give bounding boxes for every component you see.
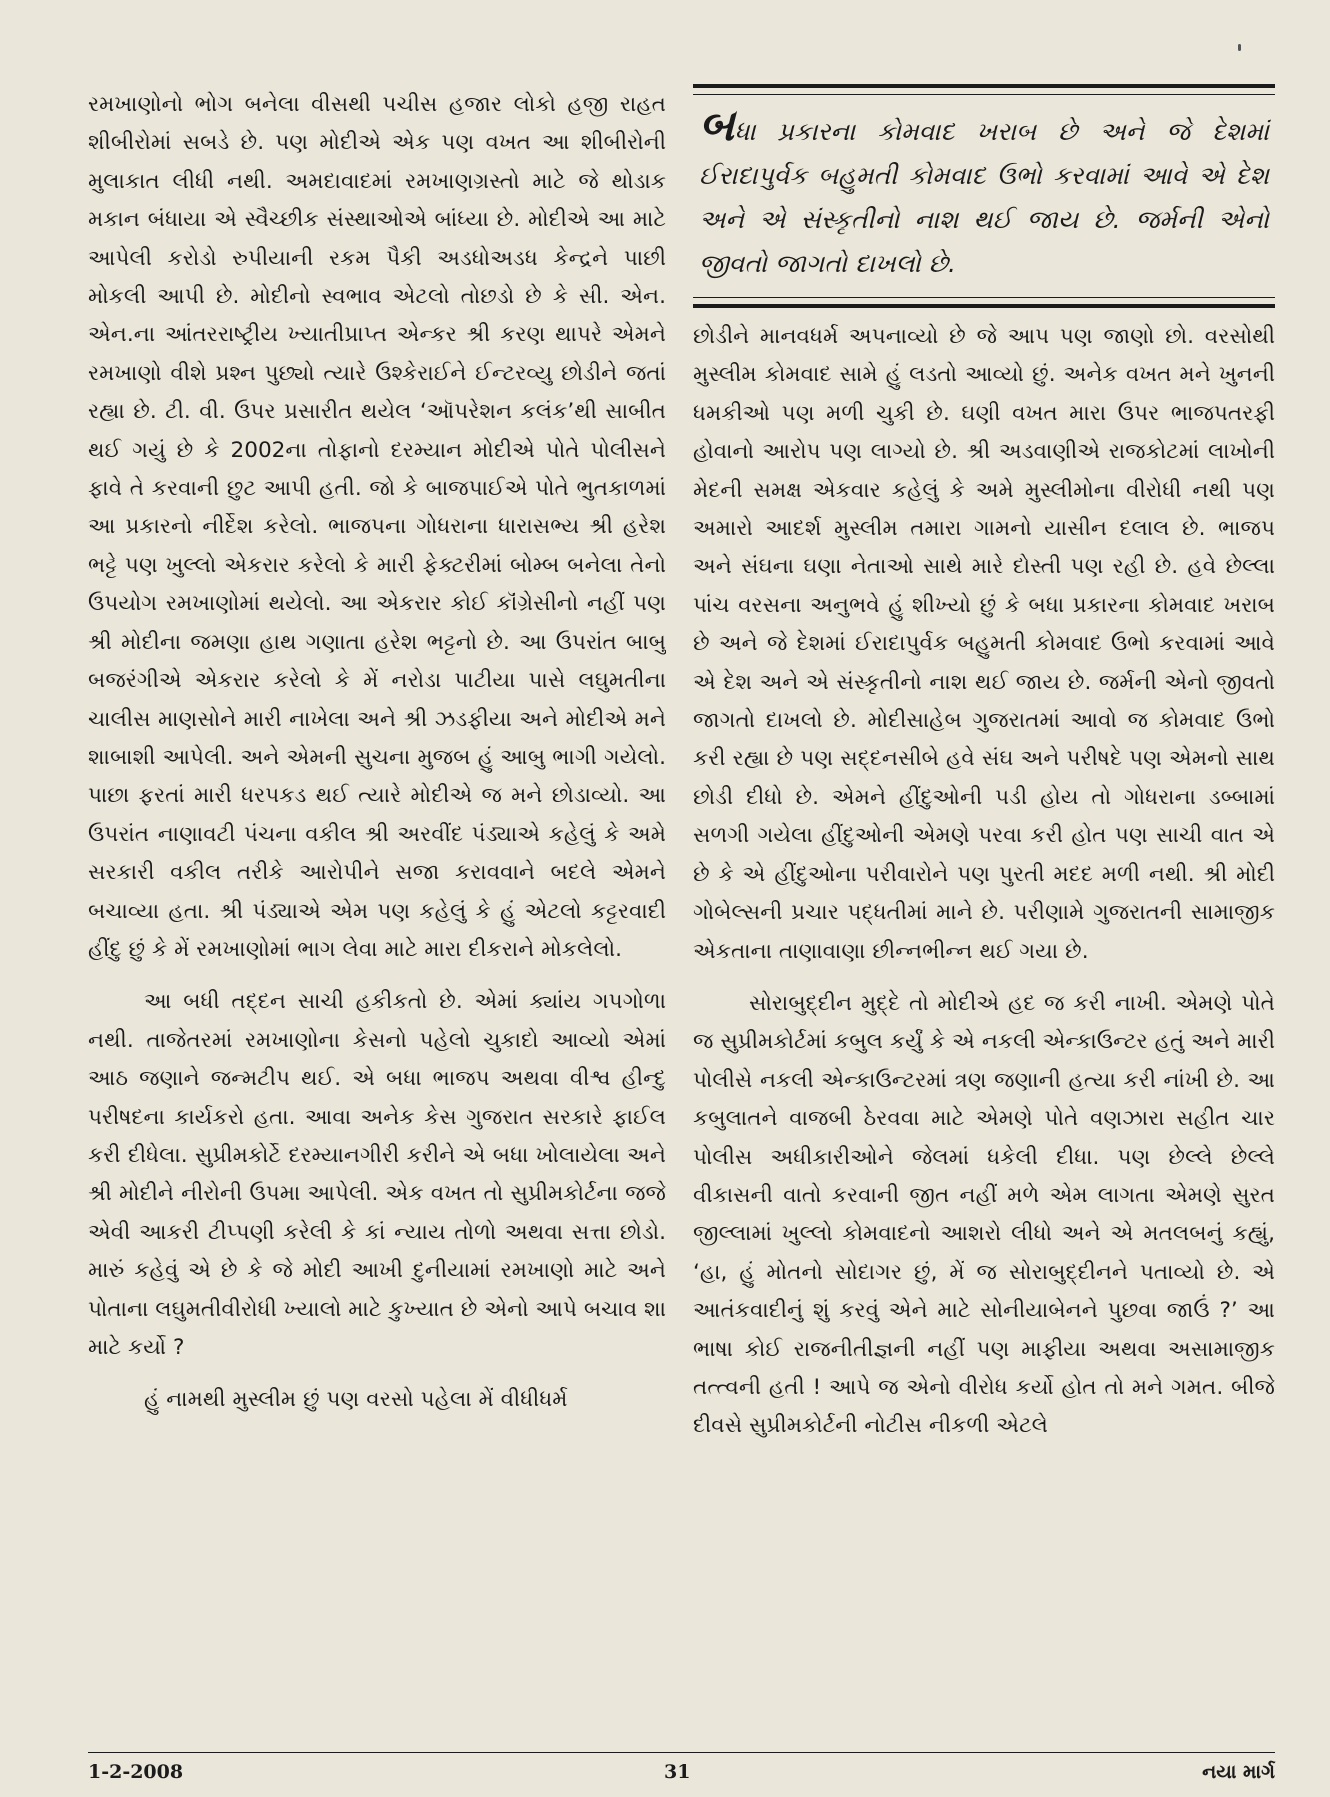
pull-quote	[693, 84, 1275, 308]
body-paragraph: આ બધી તદ્દન સાચી હકીકતો છે. એમાં ક્યાંય ગપગોળા નથી. તાજેતરમાં રમખાણોના કેસનો પહેલો ચુકાદો આવ્યો એમાં આઠ જણાને જન્મટીપ થઈ. એ બધા ભાજપ અથવા વીશ્વ હીન્દુ પરીષદના કાર્યકરો હતા. આવા અનેક કેસ ગુજરાત સરકારે ફાઈલ કરી દીધેલા. સુપ્રીમકોર્ટે દરમ્યાનગીરી કરીને એ બધા ખોલાયેલા અને શ્રી મોદીને નીરોની ઉપમા આપેલી. એક વખત તો સુપ્રીમકોર્ટના જજે એવી આકરી ટીપ્પણી કરેલી કે કાં ન્યાય તોળો અથવા સત્તા છોડો. મારું કહેવું એ છે કે જે મોદી આખી દુનીયામાં રમખાણો માટે અને પોતાના લઘુમતીવીરોધી ખ્યાલો માટે કુખ્યાત છે એનો આપે બચાવ શા માટે કર્યો ?	[88, 989, 666, 1360]
body-paragraph: છોડીને માનવધર્મ અપનાવ્યો છે જે આપ પણ જાણો છો. વરસોથી મુસ્લીમ કોમવાદ સામે હું લડતો આવ્યો છું. અનેક વખત મને ખુનની ધમકીઓ પણ મળી ચુકી છે. ઘણી વખત મારા ઉપર ભાજપતરફી હોવાનો આરોપ પણ લાગ્યો છે. શ્રી અડવાણીએ રાજકોટમાં લાખોની મેદની સમક્ષ એકવાર કહેલું કે અમે મુસ્લીમોના વીરોધી નથી પણ અમારો આદર્શ મુસ્લીમ તમારા ગામનો યાસીન દલાલ છે. ભાજપ અને સંઘના ઘણા નેતાઓ સાથે મારે દોસ્તી પણ રહી છે. હવે છેલ્લા પાંચ વરસના અનુભવે હું શીખ્યો છું કે બધા પ્રકારના કોમવાદ ખરાબ છે અને જે દેશમાં ઈરાદાપુર્વક બહુમતી કોમવાદ ઉભો કરવામાં આવે એ દેશ અને એ સંસ્કૃતીનો નાશ થઈ જાય છે. જર્મની એનો જીવતો જાગતો દાખલો છે. મોદીસાહેબ ગુજરાતમાં આવો જ કોમવાદ ઉભો કરી રહ્યા છે પણ સદ્દનસીબે હવે સંઘ અને પરીષદે પણ એમનો સાથ છોડી દીધો છે. એમને હીંદુઓની પડી હોય તો ગોધરાના ડબ્બામાં સળગી ગયેલા હીંદુઓની એમણે પરવા કરી હોત પણ સાચી વાત એ છે કે એ હીંદુઓના પરીવારોને પણ પુરતી મદદ મળી નથી. શ્રી મોદી ગોબેલ્સની પ્રચાર પદ્ધતીમાં માને છે. પરીણામે ગુજરાતની સામાજીક એકતાના તાણાવાણા છીન્નભીન્ન થઈ ગયા છે.	[693, 324, 1275, 964]
pull-quote-text	[699, 100, 1269, 286]
body-paragraph: હું નામથી મુસ્લીમ છું પણ વરસો પહેલા મેં વીધીધર્મ	[144, 1387, 568, 1413]
pull-quote-body: ધા પ્રકારના કોમવાદ ખરાબ છે અને જે દેશમાં ઈરાદાપુર્વક બહુમતી કોમવાદ ઉભો કરવામાં આવે એ દેશ અને એ સંસ્કૃતીનો નાશ થઈ જાય છે. જર્મની એનો જીવતો જાગતો દાખલો છે.	[699, 117, 1269, 278]
magazine-name: નયા માર્ગ	[1202, 1761, 1275, 1783]
body-paragraph: રમખાણોનો ભોગ બનેલા વીસથી પચીસ હજાર લોકો હજી રાહત શીબીરોમાં સબડે છે. પણ મોદીએ એક પણ વખત આ શીબીરોની મુલાકાત લીધી નથી. અમદાવાદમાં રમખાણગ્રસ્તો માટે જે થોડાક મકાન બંધાયા એ સ્વૈચ્છીક સંસ્થાઓએ બાંધ્યા છે. મોદીએ આ માટે આપેલી કરોડો રુપીયાની રકમ પૈકી અડધોઅડધ કેન્દ્રને પાછી મોકલી આપી છે. મોદીનો સ્વભાવ એટલો તોછડો છે કે સી. એન. એન.ના આંતરરાષ્ટ્રીય ખ્યાતીપ્રાપ્ત એન્કર શ્રી કરણ થાપરે એમને રમખાણો વીશે પ્રશ્ન પુછ્યો ત્યારે ઉશ્કેરાઈને ઈન્ટરવ્યુ છોડીને જતાં રહ્યા છે. ટી. વી. ઉપર પ્રસારીત થયેલ ‘ઑપરેશન કલંક’થી સાબીત થઈ ગયું છે કે 2002ના તોફાનો દરમ્યાન મોદીએ પોતે પોલીસને ફાવે તે કરવાની છુટ આપી હતી. જો કે બાજપાઈએ પોતે ભુતકાળમાં આ પ્રકારનો નીર્દેશ કરેલો. ભાજપના ગોધરાના ધારાસભ્ય શ્રી હરેશ ભટ્ટે પણ ખુલ્લો એકરાર કરેલો કે મારી ફેક્ટરીમાં બોમ્બ બનેલા તેનો ઉપયોગ રમખાણોમાં થયેલો. આ એકરાર કોઈ કૉંગ્રેસીનો નહીં પણ શ્રી મોદીના જમણા હાથ ગણાતા હરેશ ભટ્ટનો છે. આ ઉપરાંત બાબુ બજરંગીએ એકરાર કરેલો કે મેં નરોડા પાટીયા પાસે લઘુમતીના ચાલીસ માણસોને મારી નાખેલા અને શ્રી ઝડફીયા અને મોદીએ મને શાબાશી આપેલી. અને એમની સુચના મુજબ હું આબુ ભાગી ગયેલો. પાછા ફરતાં મારી ધરપકડ થઈ ત્યારે મોદીએ જ મને છોડાવ્યો. આ ઉપરાંત નાણાવટી પંચના વકીલ શ્રી અરવીંદ પંડ્યાએ કહેલું કે અમે સરકારી વકીલ તરીકે આરોપીને સજા કરાવવાને બદલે એમને બચાવ્યા હતા. શ્રી પંડ્યાએ એમ પણ કહેલું કે હું એટલો કટ્ટરવાદી હીંદુ છું કે મેં રમખાણોમાં ભાગ લેવા માટે મારા દીકરાને મોકલેલો.	[88, 92, 666, 962]
left-column	[88, 86, 666, 1716]
pull-quote-initial: બ	[699, 100, 735, 151]
body-paragraph: સોરાબુદ્દીન મુદ્દે તો મોદીએ હદ જ કરી નાખી. એમણે પોતે જ સુપ્રીમકોર્ટમાં કબુલ કર્યું કે એ નકલી એન્કાઉન્ટર હતું અને મારી પોલીસે નકલી એન્કાઉન્ટરમાં ત્રણ જણાની હત્યા કરી નાંખી છે. આ કબુલાતને વાજબી ઠેરવવા માટે એમણે પોતે વણઝારા સહીત ચાર પોલીસ અધીકારીઓને જેલમાં ધકેલી દીધા. પણ છેલ્લે છેલ્લે વીકાસની વાતો કરવાની જીત નહીં મળે એમ લાગતા એમણે સુરત જીલ્લામાં ખુલ્લો કોમવાદનો આશરો લીધો અને એ મતલબનું કહ્યું, ‘હા, હું મોતનો સોદાગર છું, મેં જ સોરાબુદ્દીનને પતાવ્યો છે. એ આતંકવાદીનું શું કરવું એને માટે સોનીયાબેનને પુછવા જાઉં ?’ આ ભાષા કોઈ રાજનીતીજ્ઞની નહીં પણ માફીયા અથવા અસામાજીક તત્ત્વની હતી ! આપે જ એનો વીરોધ કર્યો હોત તો મને ગમત. બીજે દીવસે સુપ્રીમકોર્ટની નોટીસ નીકળી એટલે	[693, 990, 1275, 1439]
page-number: 31	[664, 1761, 691, 1783]
print-speck	[1238, 44, 1241, 51]
issue-date: 1-2-2008	[88, 1761, 184, 1783]
page-footer	[88, 1752, 1275, 1787]
right-column	[693, 84, 1275, 1716]
